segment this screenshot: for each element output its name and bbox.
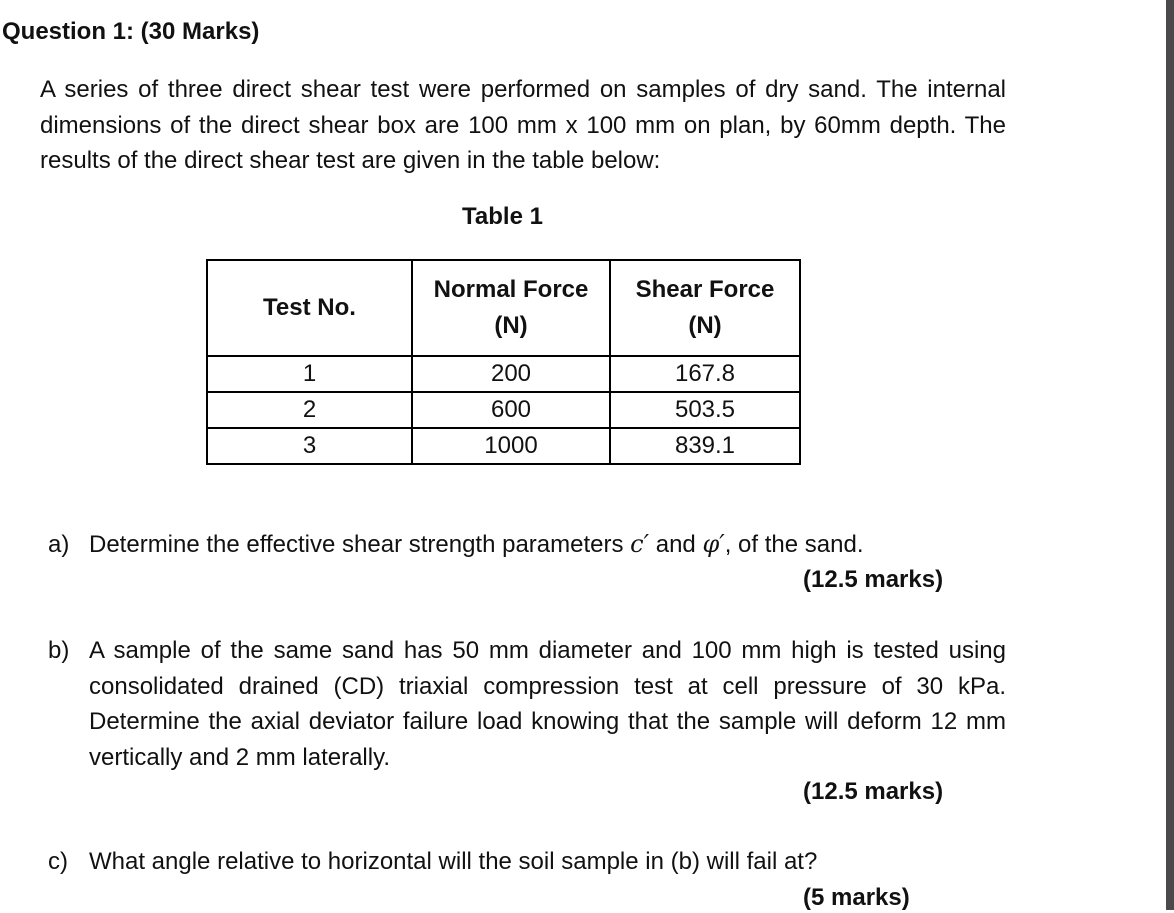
cell-shear-force: 839.1: [610, 428, 800, 464]
part-a-marks: (12.5 marks): [803, 566, 944, 593]
cell-test-no: 1: [207, 356, 412, 392]
table-row: [207, 356, 800, 392]
page-edge-bar: [1166, 0, 1174, 910]
symbol-c-prime: c′: [630, 530, 650, 558]
table-row: [207, 428, 800, 464]
part-c-text: What angle relative to horizontal will the soil sample in (b) will fail at?: [89, 848, 818, 875]
question-intro: A series of three direct shear test were performed on samples of dry sand. The internal dimensions of the direct shear box are 100 mm x 100 mm on plan, by 60mm depth. The results of the direct shear test are given in the table below:: [40, 76, 1006, 174]
header-shear-force: Shear Force (N): [610, 260, 800, 356]
header-normal-force: Normal Force (N): [412, 260, 610, 356]
question-title: Question 1: (30 Marks): [2, 18, 260, 45]
table-row: [207, 392, 800, 428]
cell-normal-force: 1000: [412, 428, 610, 464]
cell-shear-force: 503.5: [610, 392, 800, 428]
table-header-row: [207, 260, 800, 356]
part-c: [48, 844, 1006, 880]
cell-normal-force: 600: [412, 392, 610, 428]
part-c-marks: (5 marks): [803, 884, 910, 911]
results-table: [206, 259, 801, 465]
part-b: [48, 633, 1006, 775]
part-a: [48, 527, 1006, 563]
part-a-marker: a): [48, 531, 70, 558]
part-c-marker: c): [48, 848, 68, 875]
header-test-no: Test No.: [207, 260, 412, 356]
table-caption: Table 1: [462, 203, 543, 230]
part-b-text: A sample of the same sand has 50 mm diameter and 100 mm high is tested using consolidated drained (CD) triaxial compression test at cell pressure of 30 kPa. Determine the axial deviator failure load knowing that the sample will deform 12 mm vertically and 2 mm laterally.: [89, 637, 1006, 771]
cell-normal-force: 200: [412, 356, 610, 392]
part-b-marks: (12.5 marks): [803, 778, 944, 805]
part-a-text: Determine the effective shear strength parameters c′ and φ′, of the sand.: [89, 530, 864, 558]
cell-shear-force: 167.8: [610, 356, 800, 392]
symbol-phi-prime: φ′: [702, 530, 725, 558]
cell-test-no: 3: [207, 428, 412, 464]
cell-test-no: 2: [207, 392, 412, 428]
part-b-marker: b): [48, 637, 70, 664]
